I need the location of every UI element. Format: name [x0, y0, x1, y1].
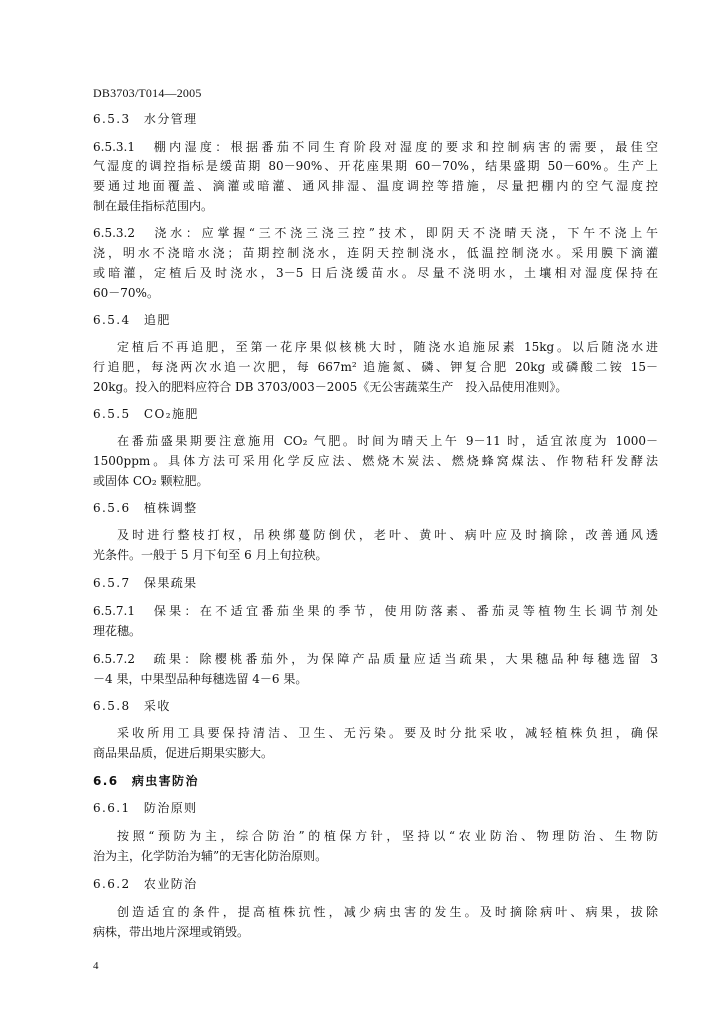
heading-6-5-8: 6.5.8 采收 [93, 699, 171, 713]
paragraph-line: 要通过地面覆盖、滴灌或暗灌、通风排湿、温度调控等措施，尽量把棚内的空气湿度控 [93, 179, 658, 193]
heading-6-6-1: 6.6.1 防治原则 [93, 801, 198, 815]
paragraph-line: 在番茄盛果期要注意施用 CO₂ 气肥。时间为晴天上午 9－11 时，适宜浓度为 1000－ [117, 434, 658, 448]
paragraph-line: 20kg。投入的肥料应符合 DB 3703/003－2005《无公害蔬菜生产 投入品使用准则》。 [93, 380, 568, 394]
page-number: 4 [93, 960, 99, 972]
heading-6-5-5: 6.5.5 CO₂施肥 [93, 407, 199, 421]
paragraph-line: 6.5.7.1 保果：在不适宜番茄坐果的季节，使用防落素、番茄灵等植物生长调节剂处 [93, 604, 658, 618]
heading-6-5-7: 6.5.7 保果疏果 [93, 576, 198, 590]
heading-6-5-6: 6.5.6 植株调整 [93, 501, 198, 515]
document-code: DB3703/T014—2005 [93, 86, 202, 100]
heading-6-5-4: 6.5.4 追肥 [93, 313, 171, 327]
paragraph-line: 或固体 CO₂ 颗粒肥。 [93, 474, 209, 488]
paragraph-line: 行追肥，每浇两次水追一次肥，每 667m² 追施氮、磷、钾复合肥 20kg 或磷酸二铵 15－ [93, 360, 658, 374]
heading-6-5-3: 6.5.3 水分管理 [93, 112, 198, 126]
paragraph-line: 或暗灌，定植后及时浇水，3－5 日后浇缓苗水。尽量不浇明水，土壤相对湿度保持在 [93, 266, 658, 280]
paragraph-line: 制在最佳指标范围内。 [93, 199, 214, 213]
paragraph-line: 光条件。一般于 5 月下旬至 6 月上旬拉秧。 [93, 548, 328, 562]
paragraph-line: 6.5.3.1 棚内湿度：根据番茄不同生育阶段对湿度的要求和控制病害的需要，最佳空 [93, 140, 658, 154]
paragraph-line: 商品果品质，促进后期果实膨大。 [93, 746, 274, 760]
paragraph-line: 理花穗。 [93, 624, 142, 638]
paragraph-line: 及时进行整枝打杈，吊秧绑蔓防倒伏，老叶、黄叶、病叶应及时摘除，改善通风透 [117, 528, 658, 542]
paragraph-line: 浇，明水不浇暗水浇；苗期控制浇水，连阴天控制浇水，低温控制浇水。采用膜下滴灌 [93, 246, 658, 260]
paragraph-line: 气湿度的调控指标是缓苗期 80－90%、开花座果期 60－70%，结果盛期 50－60%。生产上 [93, 159, 658, 173]
paragraph-line: 6.5.7.2 疏果：除樱桃番茄外，为保障产品质量应适当疏果，大果穗品种每穗选留 3 [93, 652, 658, 666]
paragraph-line: 创造适宜的条件，提高植株抗性，减少病虫害的发生。及时摘除病叶、病果，拔除 [117, 905, 658, 919]
paragraph-line: 60－70%。 [93, 286, 159, 300]
heading-6-6-2: 6.6.2 农业防治 [93, 877, 198, 891]
paragraph-line: 病株，带出地片深埋或销毁。 [93, 925, 250, 939]
paragraph-line: 采收所用工具要保持清洁、卫生、无污染。要及时分批采收，减轻植株负担，确保 [117, 726, 658, 740]
paragraph-line: －4 果，中果型品种每穗选留 4－6 果。 [93, 672, 308, 686]
paragraph-line: 定植后不再追肥，至第一花序果似核桃大时，随浇水追施尿素 15kg。以后随浇水进 [117, 340, 658, 354]
heading-6-6: 6.6 病虫害防治 [93, 774, 199, 788]
paragraph-line: 按照“预防为主，综合防治”的植保方针，坚持以“农业防治、物理防治、生物防 [117, 829, 658, 843]
paragraph-line: 6.5.3.2 浇水：应掌握“三不浇三浇三控”技术，即阴天不浇晴天浇，下午不浇上午 [93, 226, 658, 240]
paragraph-line: 1500ppm。具体方法可采用化学反应法、燃烧木炭法、燃烧蜂窝煤法、作物秸秆发酵法 [93, 454, 658, 468]
paragraph-line: 治为主，化学防治为辅”的无害化防治原则。 [93, 849, 328, 863]
